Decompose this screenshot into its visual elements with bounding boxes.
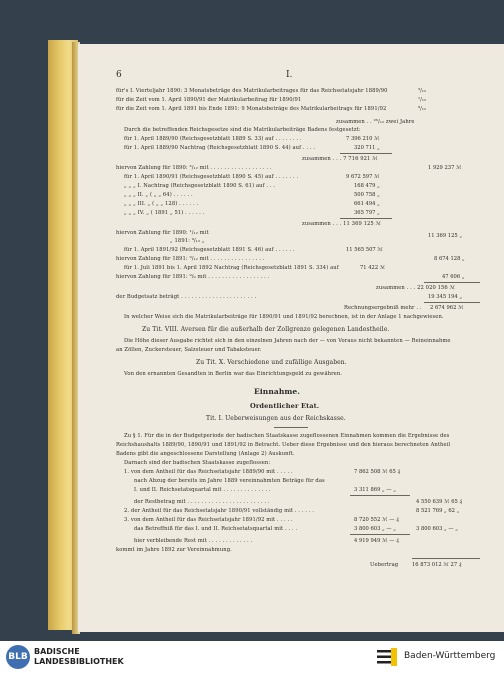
text-line: für 1. April 1891/92 (Reichsgesetzblatt 1891 S. 46) auf . . . . . . (124, 247, 295, 253)
footer-bar (0, 641, 504, 673)
text-line: hiervon Zahlung für 1891: ⁹/₉ mit . . . . . . . . . . . . . . . . . . (116, 274, 270, 280)
uebertrag-value: 16 873 012 ℳ 27 ₰ (412, 562, 462, 568)
item-line: nach Abzug der bereits im Jahre 1889 vereinnahmten Beträge für das (134, 478, 325, 484)
amount: 4 919 949 ℳ — ₰ (354, 538, 399, 544)
amount: 7 396 210 ℳ (346, 136, 380, 142)
state-lions-icon (376, 647, 398, 667)
item-line: 2. der Antheil für das Reichsetatsjahr 1890/91 vollständig mit . . . . . . (124, 508, 315, 514)
page-number: 6 (116, 70, 122, 80)
text-line: für's I. Vierteljahr 1890: 3 Monatsbeträge des Matrikularbeitrages für das Reichsetatsjahr 1889/90 (116, 88, 388, 94)
document-page (78, 44, 504, 632)
text-line: für 1. April 1889/90 (Reichsgesetzblatt 1889 S. 33) auf . . . . . . . . (124, 136, 302, 142)
sum-line: zusammen . . ²⁶/₁₂ zwei Jahre (336, 119, 415, 125)
amount: 71 422 ℳ (360, 265, 386, 271)
amount: ¹/₁₂ (418, 97, 426, 103)
amount: 8 674 128 „ (434, 256, 465, 262)
paragraph-line: Zu § 1. Für die in der Budgetperiode der badischen Staatskasse zugeflossenen Einnahmen kommen die Ergebnisse des (124, 433, 450, 439)
einnahme-heading: Einnahme. (254, 387, 301, 396)
sum-line: zusammen . . . 11 369 125 ℳ (302, 221, 382, 227)
tit1-heading: Tit. I. Ueberweisungen aus der Reichskasse. (206, 415, 346, 422)
amount: 11 369 125 „ (428, 233, 463, 239)
text-line: „ „ „ IV. „ ( 1891 „ 51) . . . . . . (124, 210, 205, 216)
library-name-line2: LANDESBIBLIOTHEK (34, 657, 124, 666)
item-line: kommt im Jahre 1892 zur Vereinnahmung. (116, 547, 232, 553)
amount: 8 720 552 ℳ — ₰ (354, 517, 399, 523)
amount: 47 606 „ (442, 274, 465, 280)
amount: 2 674 962 ℳ (430, 305, 464, 311)
paragraph-line: Darnach sind der badischen Staatskasse zugeflossen: (124, 460, 271, 466)
state-name[interactable]: Baden-Württemberg (404, 651, 496, 661)
amount: 168 479 „ (354, 183, 380, 189)
sum-rule (340, 218, 392, 219)
text-line: In welcher Weise sich die Matrikularbeiträge für 1890/91 und 1891/92 berechnen, ist in der Anlage 1 nachgewiesen. (124, 314, 444, 320)
text-line: hiervon Zahlung für 1890: ³/₁₂ mit . . . . . . . . . . . . . . . . . . (116, 165, 272, 171)
divider (274, 427, 308, 428)
uebertrag-label: Uebertrag (370, 562, 399, 568)
sum-rule (340, 153, 392, 154)
text-line: hiervon Zahlung für 1890: ¹/₁₂ mit (116, 230, 209, 236)
item-line: hier verbleibende Rest mit . . . . . . . . . . . . . (134, 538, 253, 544)
item-line: 1. von dem Antheil für das Reichsetatsjahr 1889/90 mit . . . . . (124, 469, 293, 475)
item-line: I. und II. Reichsetatsquartal mit . . . . . . . . . . . . . . (134, 487, 271, 493)
paragraph-line: Reichshaushalts 1889/90, 1890/91 und 1891/92 in Betracht. Ueber diese Ergebnisse und den hieraus berechneten Antheil (116, 442, 451, 448)
sum-line: zusammen . . . 22 020 156 ℳ (376, 285, 456, 291)
library-name[interactable] (34, 647, 124, 667)
library-name-line1: BADISCHE (34, 647, 80, 656)
sum-rule (424, 282, 480, 283)
sum-rule (424, 302, 480, 303)
amount: 4 550 639 ℳ 65 ₰ (416, 499, 463, 505)
etat-heading: Ordentlicher Etat. (250, 402, 320, 410)
text-line: für 1. April 1889/90 Nachtrag (Reichsgesetzblatt 1890 S. 44) auf . . . . (124, 145, 316, 151)
paragraph-line: Badens gibt die angeschlossene Darstellung (Anlage 2) Auskunft. (116, 451, 295, 457)
amount: ³/₁₂ (418, 88, 426, 94)
section-header: I. (286, 70, 293, 80)
amount: 3 800 603 „ — „ (416, 526, 458, 532)
amount: 8 521 769 „ 62 „ (416, 508, 460, 514)
section-heading: Zu Tit. VIII. Aversen für die außerhalb der Zollgrenze gelegenen Landestheile. (142, 326, 390, 333)
item-line: der Restbetrag mit . . . . . . . . . . . . . . . . . . . . . . . . (134, 499, 270, 505)
text-line: für 1. April 1890/91 (Reichsgesetzblatt 1890 S. 45) auf . . . . . . . (124, 174, 299, 180)
text-line: „ „ „ III. „ ( „ „ 128) . . . . . . (124, 201, 199, 207)
amount: 9 672 597 ℳ (346, 174, 380, 180)
sum-rule (412, 558, 480, 559)
amount: 365 797 „ (354, 210, 380, 216)
amount: 661 494 „ (354, 201, 380, 207)
paragraph-line: an Zöllen, Zuckersteuer, Salzsteuer und Tabaksteuer. (116, 347, 262, 353)
text-line: „ „ „ I. Nachtrag (Reichsgesetzblatt 1890 S. 61) auf . . . (124, 183, 276, 189)
blb-logo[interactable]: BLB (6, 645, 30, 669)
text-line: der Budgetsatz beträgt . . . . . . . . . . . . . . . . . . . . . . (116, 294, 257, 300)
paragraph-line: Von den ernannten Gesandten in Berlin war das Einrichtungsgeld zu gewähren. (124, 371, 343, 377)
amount: 7 862 508 ℳ 65 ₰ (354, 469, 401, 475)
paragraph-line: Die Höhe dieser Ausgabe richtet sich in den einzelnen Jahren nach der — von Voraus nicht bekannten — Reineinnahme (124, 338, 451, 344)
amount: 19 345 194 „ (428, 294, 463, 300)
text-line: hiervon Zahlung für 1891: ⁹/₁₂ mit . . . . . . . . . . . . . . . . (116, 256, 265, 262)
text-line: für 1. Juli 1891 bis 1. April 1892 Nachtrag (Reichsgesetzblatt 1891 S. 334) auf (124, 265, 339, 271)
sum-rule (350, 534, 410, 535)
sum-rule (350, 495, 410, 496)
amount: ⁹/₁₂ (418, 106, 426, 112)
amount: 11 565 507 ℳ (346, 247, 383, 253)
text-line: „ „ „ II. „ ( „ „ 64) . . . . . . (124, 192, 193, 198)
item-line: das Betreffniß für das I. und II. Reichsetatsquartal mit . . . . (134, 526, 298, 532)
amount: 320 711 „ (354, 145, 380, 151)
amount: 1 929 237 ℳ (428, 165, 462, 171)
text-line: „ 1891: ⁹/₁₂ „ (170, 238, 205, 244)
amount: 3 311 869 „ — „ (354, 487, 396, 493)
text-line: Durch die betreffenden Reichsgesetze sind die Matrikularbeiträge Badens festgesetzt: (124, 127, 361, 133)
item-line: 3. von dem Antheil für das Reichsetatsjahr 1891/92 mit . . . . . (124, 517, 293, 523)
result-label: Rechnungsergebniß mehr . . (344, 305, 422, 311)
amount: 500 758 „ (354, 192, 380, 198)
section-heading: Zu Tit. X. Verschiedene und zufällige Ausgaben. (196, 359, 347, 366)
amount: 3 800 603 „ — „ (354, 526, 396, 532)
sum-line: zusammen . . . 7 716 921 ℳ (302, 156, 378, 162)
text-line: für die Zeit vom 1. April 1891 bis Ende 1891: 9 Monatsbeträge des Matrikularbeitrags für 1891/92 (116, 106, 387, 112)
text-line: für die Zeit vom 1. April 1890/91 der Matrikularbeitrag für 1890/91 (116, 97, 302, 103)
